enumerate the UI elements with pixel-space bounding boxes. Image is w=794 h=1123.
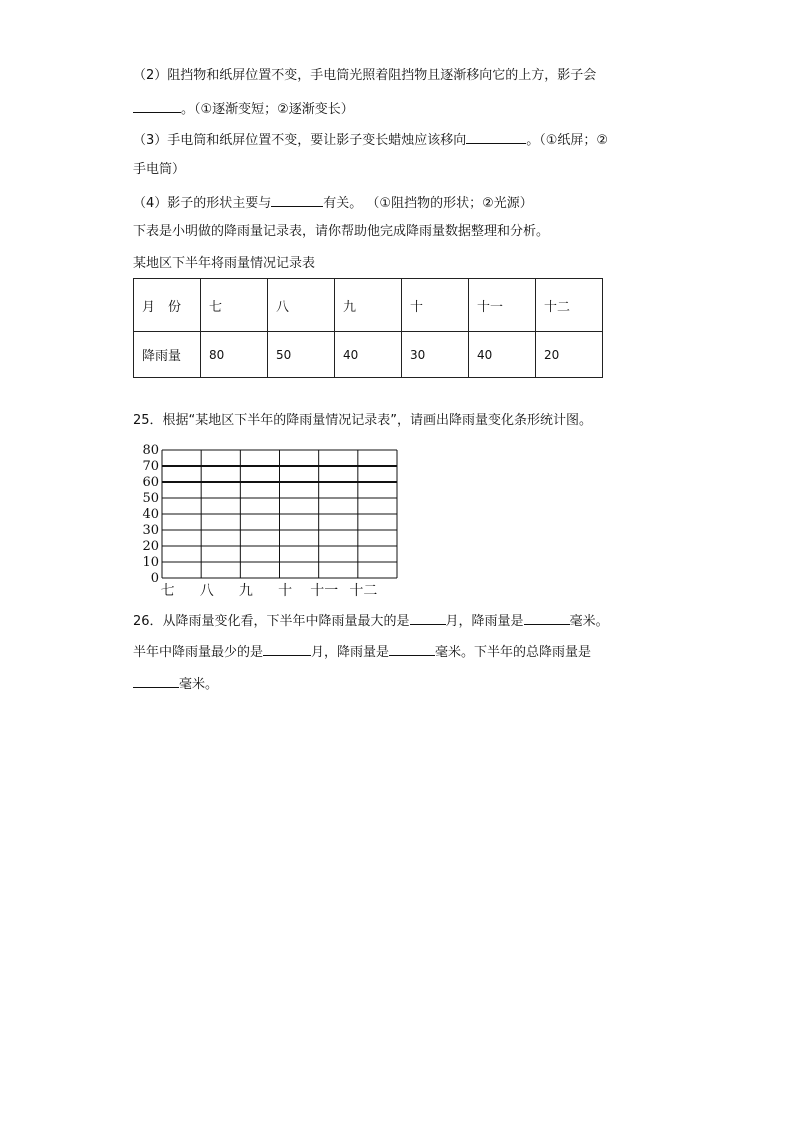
q26-text: 毫米。下半年的总降雨量是 (435, 645, 592, 660)
answer-blank[interactable] (133, 673, 179, 688)
x-tick-label: 九 (238, 583, 253, 599)
answer-blank[interactable] (524, 610, 570, 625)
y-tick-label: 50 (142, 491, 159, 506)
table-cell: 50 (268, 332, 335, 378)
y-tick-label: 10 (142, 555, 159, 570)
answer-blank[interactable] (263, 641, 311, 656)
table-cell: 九 (335, 279, 402, 332)
table-header-label: 月 份 (134, 279, 201, 332)
q2-line2 (133, 98, 354, 119)
q3-options: 。（①纸屏；② (526, 133, 609, 148)
table-cell: 十一 (469, 279, 536, 332)
q26-text: 毫米。 (569, 614, 609, 629)
answer-blank[interactable] (410, 610, 446, 625)
q3-line2: 手电筒） (133, 162, 186, 177)
table-cell: 十 (402, 279, 469, 332)
table-cell: 40 (469, 332, 536, 378)
y-tick-label: 80 (142, 443, 159, 458)
y-tick-label: 30 (142, 523, 159, 538)
answer-blank[interactable] (466, 129, 526, 144)
table-title: 某地区下半年将雨量情况记录表 (133, 256, 316, 271)
q26-text: 26．从降雨量变化看，下半年中降雨量最大的是 (133, 614, 410, 629)
intro-text: 下表是小明做的降雨量记录表，请你帮助他完成降雨量数据整理和分析。 (133, 224, 550, 239)
table-cell: 十二 (536, 279, 603, 332)
x-tick-label: 十一 (310, 583, 339, 599)
q4-options: 有关。 （①阻挡物的形状；②光源） (323, 196, 533, 211)
y-tick-label: 0 (150, 571, 159, 586)
x-tick-label: 八 (199, 583, 214, 599)
q4-text: （4）影子的形状主要与 (133, 196, 272, 211)
q3-line1 (133, 129, 608, 150)
table-cell: 20 (536, 332, 603, 378)
table-cell: 30 (402, 332, 469, 378)
q2-line1: （2）阻挡物和纸屏位置不变，手电筒光照着阻挡物且逐渐移向它的上方，影子会 (133, 68, 597, 83)
y-tick-label: 20 (142, 539, 159, 554)
table-cell: 七 (201, 279, 268, 332)
table-row-label: 降雨量 (134, 332, 201, 378)
x-tick-label: 十二 (349, 583, 378, 599)
q26-line1 (133, 610, 609, 631)
table-cell: 八 (268, 279, 335, 332)
table-row (134, 332, 603, 378)
q26-text: 半年中降雨量最少的是 (133, 645, 264, 660)
q26-line2 (133, 641, 591, 662)
q26-text: 毫米。 (179, 677, 219, 692)
q4-line (133, 192, 533, 213)
table-cell: 40 (335, 332, 402, 378)
q26-text: 月，降雨量是 (311, 645, 390, 660)
rainfall-bar-chart-grid[interactable] (133, 440, 403, 600)
y-tick-label: 70 (142, 459, 159, 474)
table-row (134, 279, 603, 332)
x-tick-label: 七 (160, 583, 175, 599)
x-tick-label: 十 (278, 583, 293, 599)
answer-blank[interactable] (271, 192, 323, 207)
y-tick-label: 60 (142, 475, 159, 490)
q26-text: 月，降雨量是 (445, 614, 524, 629)
q25-text: 25．根据“某地区下半年的降雨量情况记录表”，请画出降雨量变化条形统计图。 (133, 413, 593, 428)
q2-options: 。（①逐渐变短；②逐渐变长） (181, 102, 354, 117)
answer-blank[interactable] (389, 641, 435, 656)
q26-line3 (133, 673, 218, 694)
table-cell: 80 (201, 332, 268, 378)
q3-text: （3）手电筒和纸屏位置不变，要让影子变长蜡烛应该移向 (133, 133, 467, 148)
answer-blank[interactable] (133, 98, 181, 113)
rainfall-table (133, 278, 603, 378)
y-tick-label: 40 (142, 507, 159, 522)
